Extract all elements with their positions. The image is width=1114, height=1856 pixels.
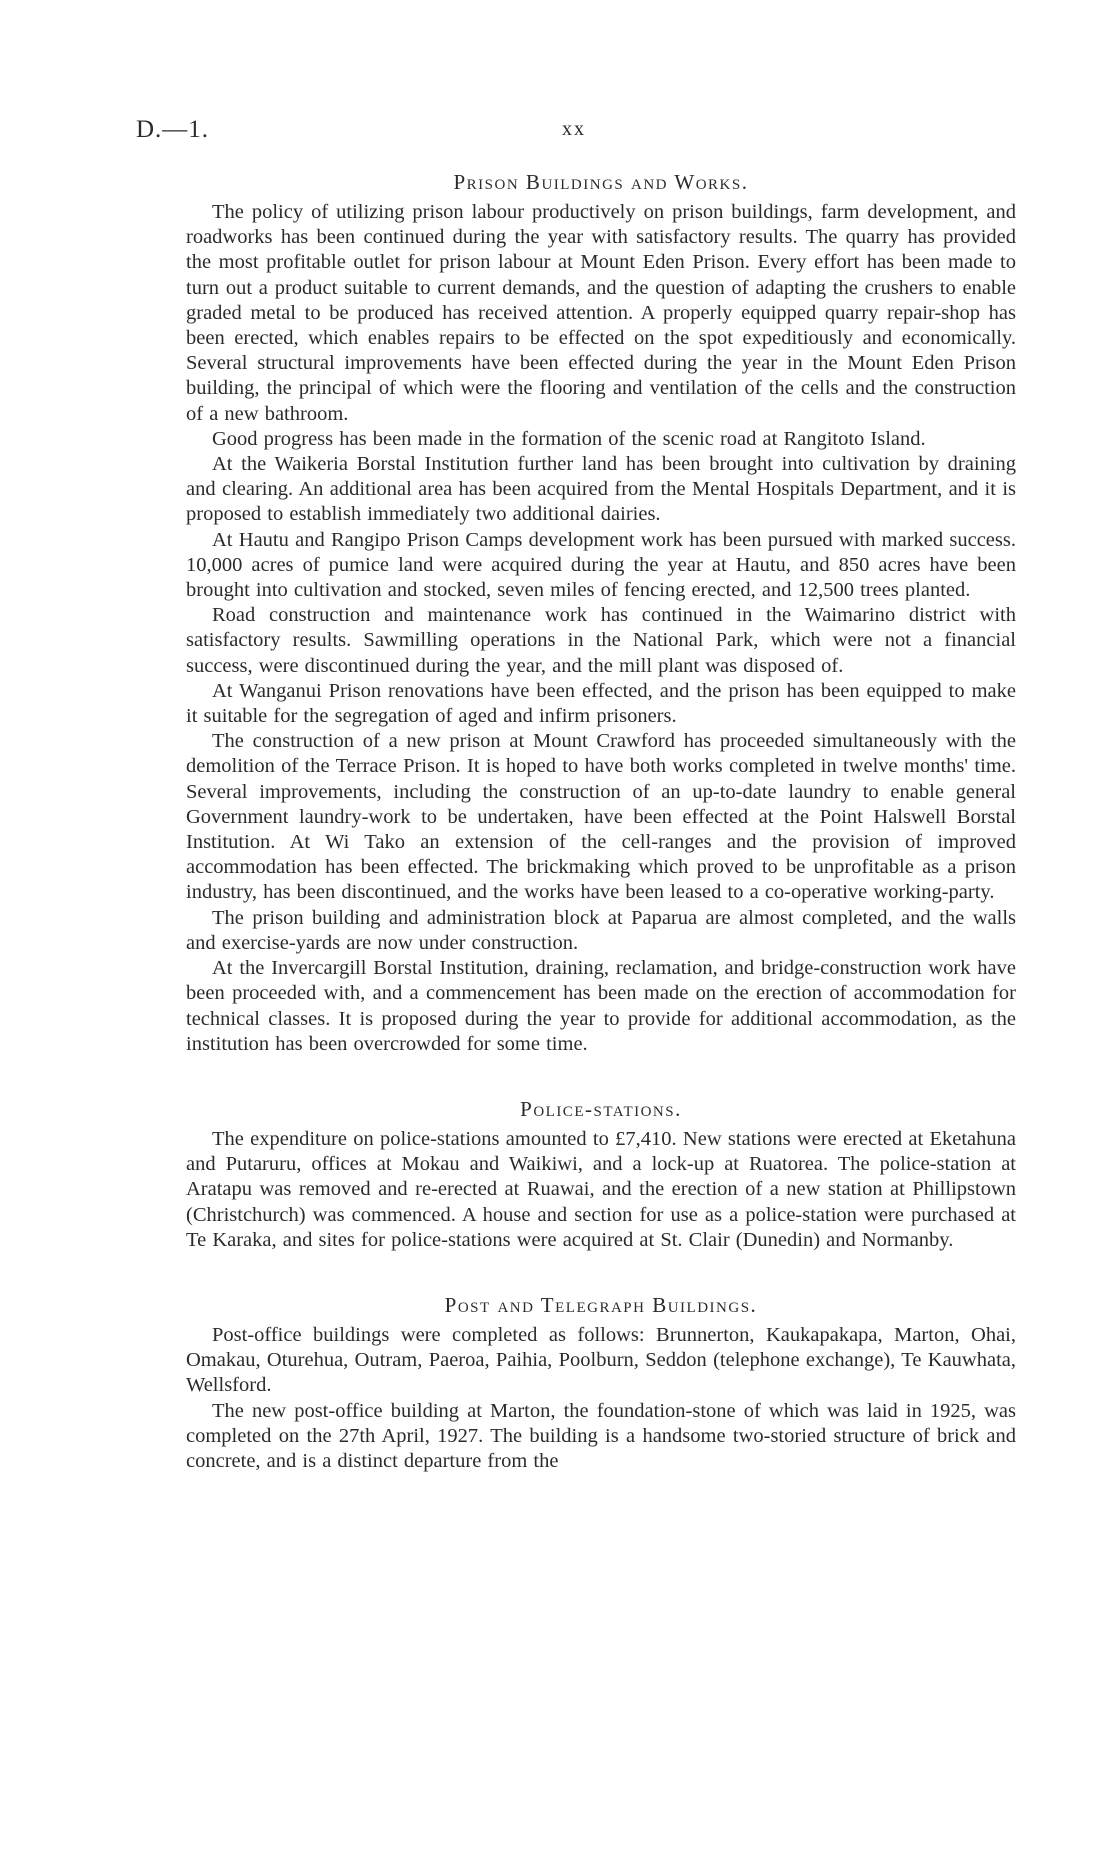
page-header (136, 116, 1016, 150)
section-heading-post-telegraph: Post and Telegraph Buildings. (444, 1292, 758, 1317)
paragraph: At Hautu and Rangipo Prison Camps development work has been pursued with marked success. 10,000 acres of pumice land were acquired during the year at Hautu, and 850 acres have been brought into cultivation and stocked, seven miles of fencing erected, and 12,500 trees planted. (186, 528, 1016, 602)
paragraph: The new post-office building at Marton, the foundation-stone of which was laid in 1925, was completed on the 27th April, 1927. The building is a handsome two-storied structure of brick and concrete, and is a distinct departure from the (186, 1399, 1016, 1472)
section-police-stations (186, 1127, 1016, 1253)
section-post-telegraph (186, 1323, 1016, 1474)
section-prison-buildings (186, 200, 1016, 1057)
page-number: xx (562, 118, 586, 140)
paragraph: The policy of utilizing prison labour productively on prison buildings, farm development, and roadworks has been continued during the year with satisfactory results. The quarry has provided the most profitable outlet for prison labour at Mount Eden Prison. Every effort has been made to turn out a product suitable to current demands, and the question of adapting the crushers to enable graded metal to be produced has received attention. A properly equipped quarry repair-shop has been erected, which enables repairs to be effected on the spot expeditiously and economically. Several structural improvements have been effected during the year in the Mount Eden Prison building, the principal of which were the flooring and ventilation of the cells and the construction of a new bathroom. (186, 201, 1016, 425)
section-heading-prison-buildings: Prison Buildings and Works. (453, 170, 749, 194)
paragraph: At the Invercargill Borstal Institution, draining, reclamation, and bridge-construction work have been proceeded with, and a commencement has been made on the erection of accommodation for technical classes. It is proposed during the year to provide for additional accommodation, as the institution has been overcrowded for some time. (186, 957, 1016, 1055)
document-reference: D.—1. (136, 116, 210, 143)
paragraph: Good progress has been made in the formation of the scenic road at Rangitoto Island. (212, 427, 926, 450)
paragraph: The construction of a new prison at Mount Crawford has proceeded simultaneously with the demolition of the Terrace Prison. It is hoped to have both works completed in twelve months' time. Several improvements, including the construction of an up-to-date laundry to enable general Government laundry-work to be undertaken, have been effected at the Point Halswell Borstal Institution. At Wi Tako an extension of the cell-ranges and the provision of improved accommodation has been effected. The brickmaking which proved to be unprofitable as a prison industry, has been discontinued, and the works have been leased to a co-operative working-party. (186, 730, 1016, 904)
paragraph: At the Waikeria Borstal Institution further land has been brought into cultivation by draining and clearing. An additional area has been acquired from the Mental Hospitals Department, and it is proposed to establish immediately two additional dairies. (186, 453, 1016, 526)
paragraph: At Wanganui Prison renovations have been effected, and the prison has been equipped to make it suitable for the segregation of aged and infirm prisoners. (186, 679, 1016, 728)
section-heading-police-stations: Police-stations. (520, 1096, 682, 1121)
text-column (186, 168, 1016, 1474)
paragraph: Post-office buildings were completed as follows: Brunnerton, Kaukapakapa, Marton, Ohai, Omakau, Oturehua, Outram, Paeroa, Paihia, Poolburn, Seddon (telephone exchange), Te Kauwhata, Wellsford. (186, 1323, 1016, 1397)
paragraph: The prison building and administration block at Paparua are almost completed, and the walls and exercise-yards are now under construction. (186, 906, 1016, 954)
paragraph: Road construction and maintenance work has continued in the Waimarino district with satisfactory results. Sawmilling operations in the National Park, which were not a financial success, were discontinued during the year, and the mill plant was disposed of. (186, 604, 1016, 677)
paragraph: The expenditure on police-stations amounted to £7,410. New stations were erected at Eketahuna and Putaruru, offices at Mokau and Waikiwi, and a lock-up at Ruatorea. The police-station at Aratapu was removed and re-erected at Ruawai, and the erection of a new station at Phillipstown (Christchurch) was commenced. A house and section for use as a police-station were purchased at Te Karaka, and sites for police-stations were acquired at St. Clair (Dunedin) and Normanby. (186, 1127, 1016, 1251)
